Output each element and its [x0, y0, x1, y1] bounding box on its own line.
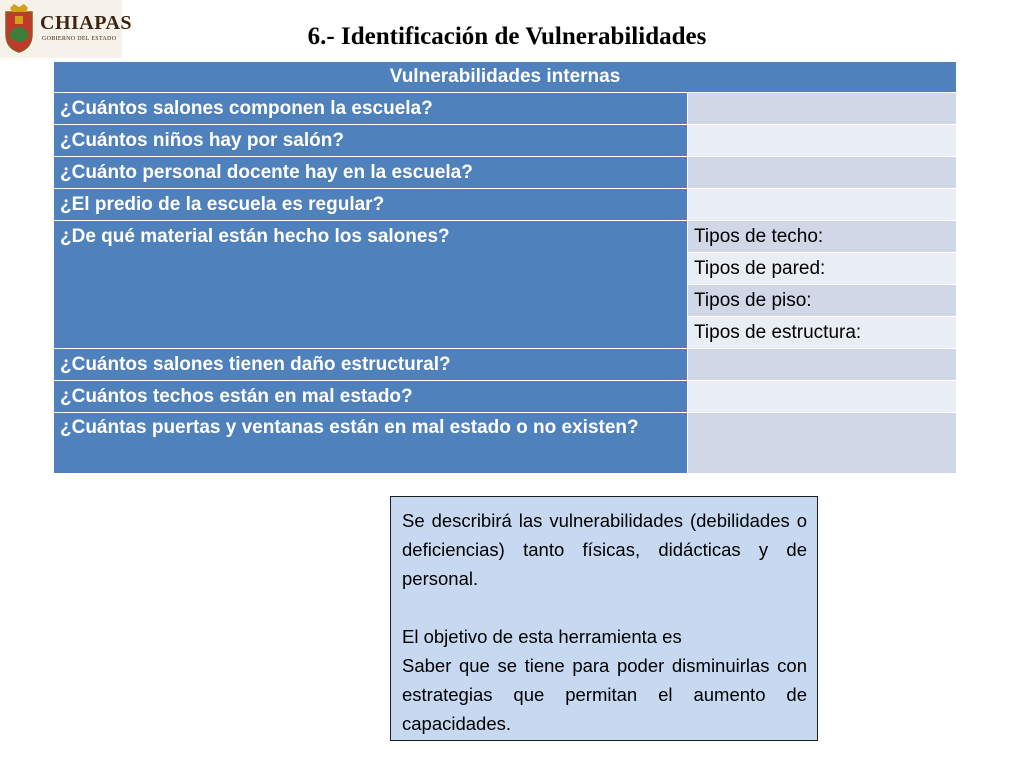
answer-cell[interactable] — [688, 157, 957, 189]
note-paragraph-objective: Saber que se tiene para poder disminuirlas con estrategias que permitan el aumento de capacidades. — [402, 655, 807, 734]
table-row — [54, 349, 957, 381]
answer-cell-wall-type[interactable]: Tipos de pared: — [688, 253, 957, 285]
note-spacer — [402, 593, 807, 622]
question-cell: ¿Cuántos salones componen la escuela? — [54, 93, 688, 125]
answer-cell-floor-type[interactable]: Tipos de piso: — [688, 285, 957, 317]
answer-cell[interactable] — [688, 125, 957, 157]
logo-subtitle: GOBIERNO DEL ESTADO — [42, 36, 117, 42]
table-header: Vulnerabilidades internas — [54, 62, 957, 93]
question-cell: ¿El predio de la escuela es regular? — [54, 189, 688, 221]
answer-cell[interactable] — [688, 413, 957, 474]
answer-cell[interactable] — [688, 93, 957, 125]
question-cell: ¿Cuántos techos están en mal estado? — [54, 381, 688, 413]
page-title: 6.- Identificación de Vulnerabilidades — [307, 23, 707, 50]
question-cell: ¿Cuánto personal docente hay en la escuela? — [54, 157, 688, 189]
table-header-row — [54, 62, 957, 93]
table-row — [54, 189, 957, 221]
answer-cell[interactable] — [688, 381, 957, 413]
table-row — [54, 93, 957, 125]
question-cell: ¿Cuántos niños hay por salón? — [54, 125, 688, 157]
table-row — [54, 381, 957, 413]
table-row — [54, 413, 957, 474]
note-paragraph-description: Se describirá las vulnerabilidades (debilidades o deficiencias) tanto físicas, didácticas y de personal. — [402, 510, 807, 589]
answer-cell[interactable] — [688, 189, 957, 221]
table-row — [54, 125, 957, 157]
answer-cell-structure-type[interactable]: Tipos de estructura: — [688, 317, 957, 349]
description-note — [390, 496, 818, 741]
vulnerabilities-table — [53, 61, 957, 474]
table-row — [54, 221, 957, 253]
table-row — [54, 157, 957, 189]
note-objective-heading: El objetivo de esta herramienta es — [402, 626, 682, 647]
answer-cell[interactable] — [688, 349, 957, 381]
question-cell: ¿De qué material están hecho los salones? — [54, 221, 688, 349]
logo-name: CHIAPAS — [40, 12, 133, 34]
answer-cell-roof-type[interactable]: Tipos de techo: — [688, 221, 957, 253]
question-cell: ¿Cuántos salones tienen daño estructural? — [54, 349, 688, 381]
question-cell: ¿Cuántas puertas y ventanas están en mal estado o no existen? — [54, 413, 688, 474]
